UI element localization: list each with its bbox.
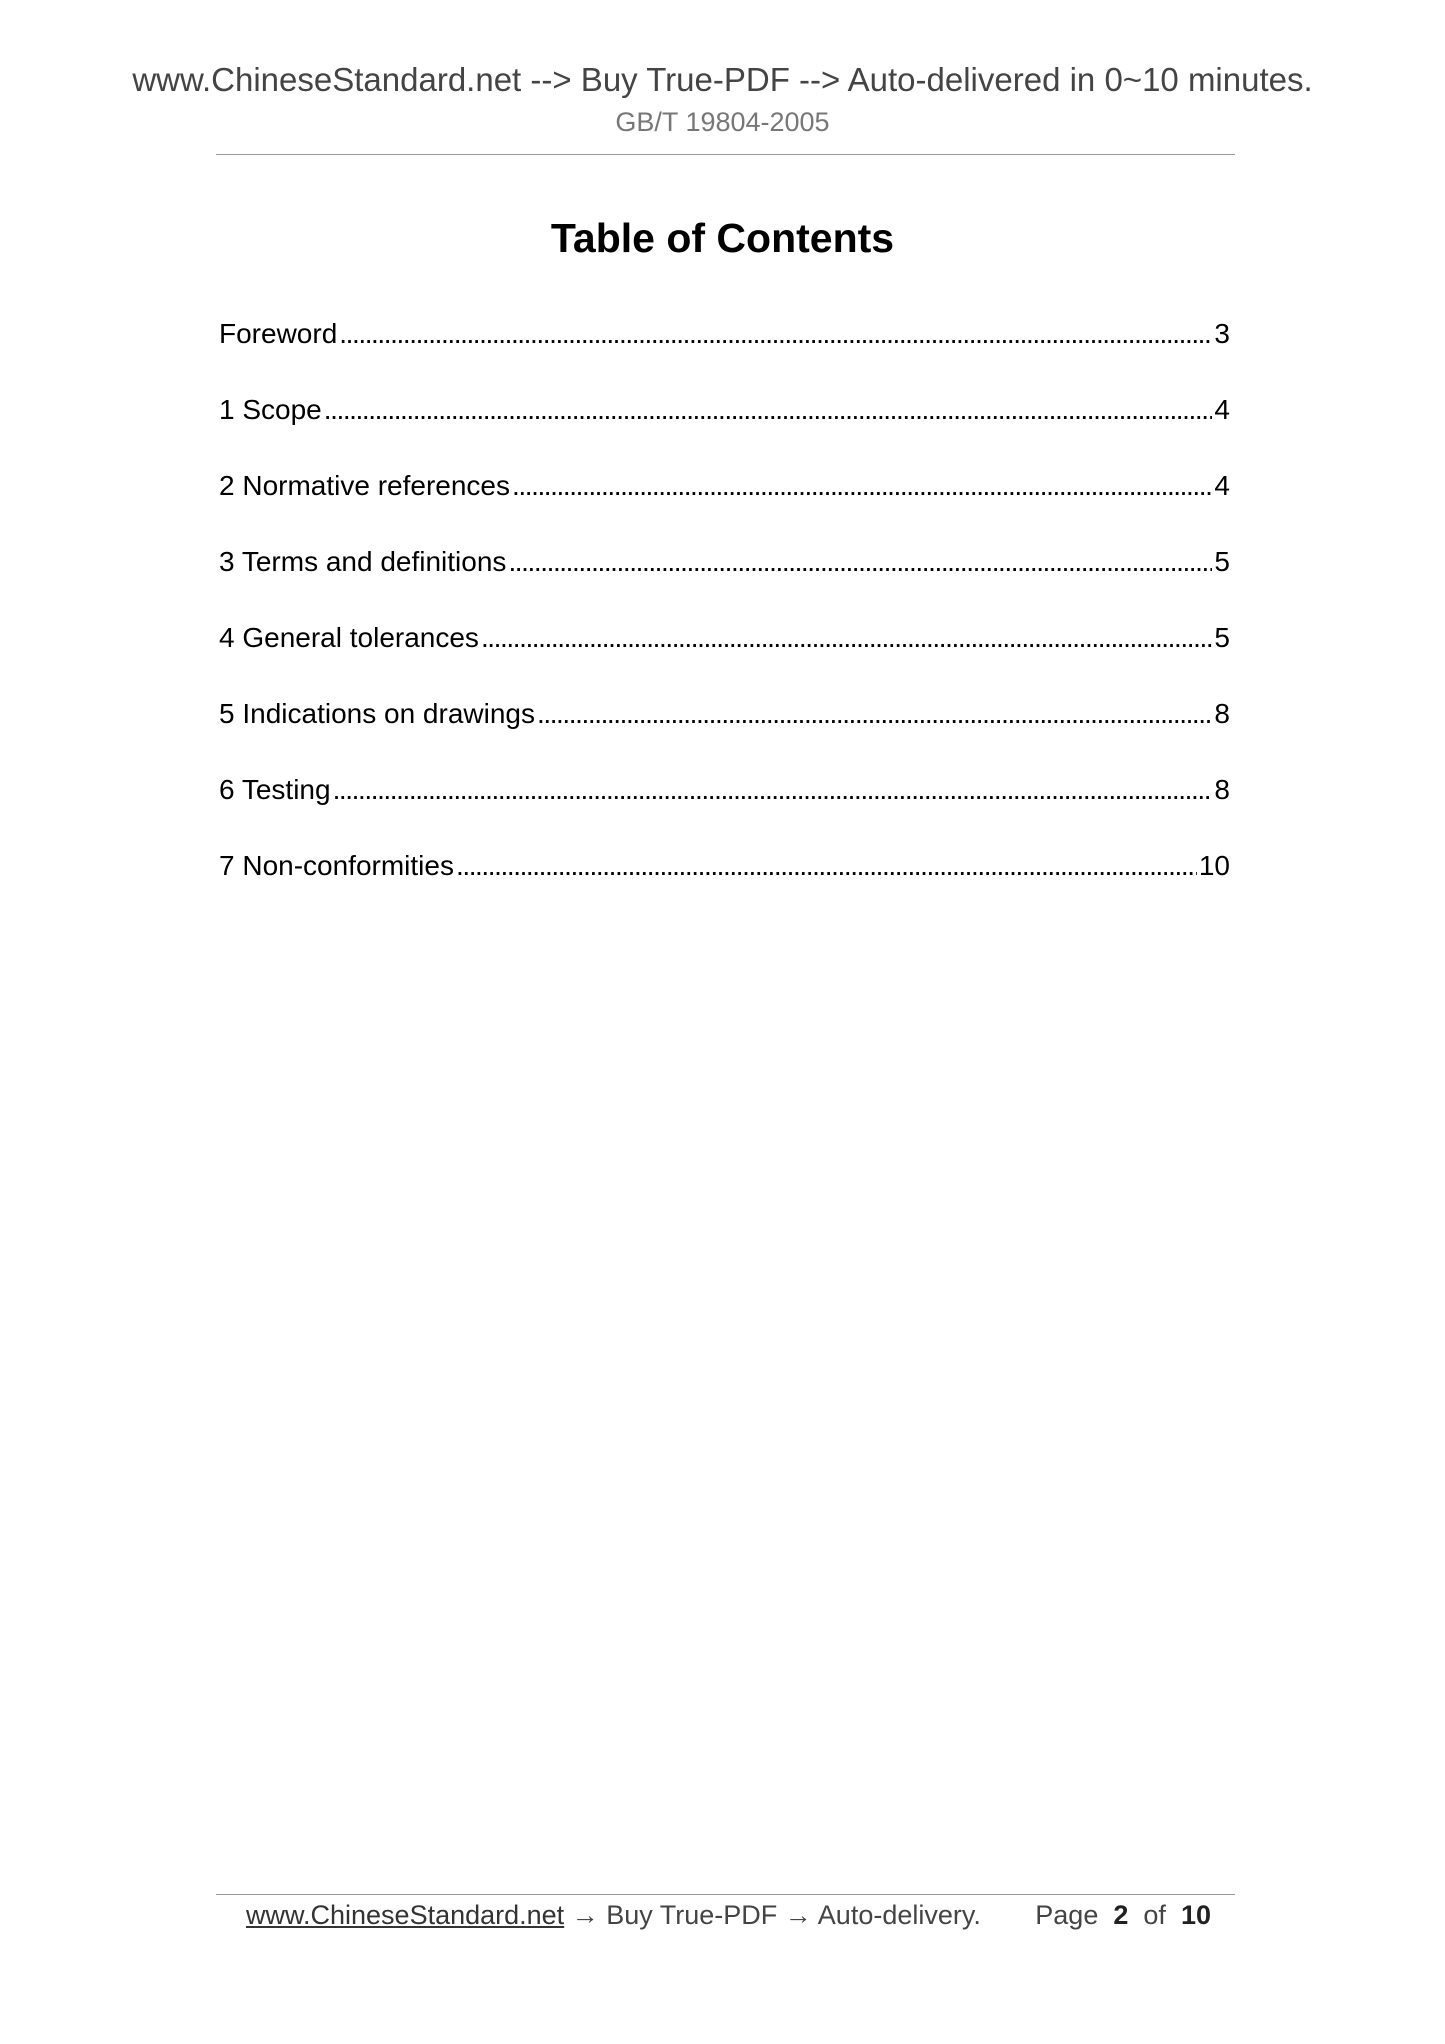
- page-word: Page: [1035, 1900, 1099, 1930]
- toc-entry-page: 4: [1214, 394, 1230, 425]
- toc-entry-label: 5 Indications on drawings: [219, 698, 535, 729]
- toc-entry-testing[interactable]: [219, 766, 1230, 842]
- dot-leader: [508, 538, 1212, 586]
- toc-entry-non-conformities[interactable]: [219, 842, 1230, 918]
- toc-entry-indications-on-drawings[interactable]: [219, 690, 1230, 766]
- toc-entry-label: 3 Terms and definitions: [219, 546, 507, 577]
- toc-entry-page: 5: [1214, 546, 1230, 577]
- toc-entry-label: Foreword: [219, 318, 338, 349]
- toc-entry-page: 4: [1214, 470, 1230, 501]
- standard-number: GB/T 19804-2005: [615, 107, 830, 137]
- dot-leader: [324, 386, 1213, 434]
- toc-entry-foreword[interactable]: [219, 310, 1230, 386]
- dot-leader: [456, 842, 1197, 890]
- toc-entry-normative-references[interactable]: [219, 462, 1230, 538]
- page-footer: [246, 1892, 1216, 1938]
- toc-entry-scope[interactable]: [219, 386, 1230, 462]
- toc-entry-page: 8: [1214, 774, 1230, 805]
- toc-entry-page: 5: [1214, 622, 1230, 653]
- toc-entry-label: 6 Testing: [219, 774, 331, 805]
- footer-site-link[interactable]: www.ChineseStandard.net: [246, 1900, 565, 1930]
- toc-entry-page: 3: [1214, 318, 1230, 349]
- toc-entry-terms-and-definitions[interactable]: [219, 538, 1230, 614]
- table-of-contents: [219, 310, 1230, 918]
- header-divider: [216, 154, 1235, 155]
- toc-entry-label: 7 Non-conformities: [219, 850, 454, 881]
- dot-leader: [333, 766, 1213, 814]
- toc-entry-general-tolerances[interactable]: [219, 614, 1230, 690]
- toc-entry-label: 4 General tolerances: [219, 622, 479, 653]
- dot-leader: [481, 614, 1212, 662]
- footer-buy-text: Buy True-PDF: [606, 1900, 778, 1930]
- arrow-right-icon: →: [784, 1900, 812, 1930]
- toc-entry-page: 10: [1198, 850, 1230, 881]
- page-total: 10: [1180, 1900, 1211, 1930]
- of-word: of: [1143, 1900, 1166, 1930]
- toc-entry-page: 8: [1214, 698, 1230, 729]
- dot-leader: [512, 462, 1212, 510]
- toc-entry-label: 2 Normative references: [219, 470, 511, 501]
- dot-leader: [339, 310, 1212, 358]
- toc-entry-label: 1 Scope: [219, 394, 322, 425]
- arrow-right-icon: →: [571, 1900, 599, 1930]
- footer-delivery-text: Auto-delivery.: [817, 1900, 981, 1930]
- page-title: Table of Contents: [550, 215, 895, 261]
- dot-leader: [537, 690, 1212, 738]
- page-current: 2: [1113, 1900, 1129, 1930]
- header-banner: www.ChineseStandard.net --> Buy True-PDF --> Auto-delivered in 0~10 minutes.: [132, 61, 1313, 98]
- page-indicator: [1035, 1892, 1211, 1938]
